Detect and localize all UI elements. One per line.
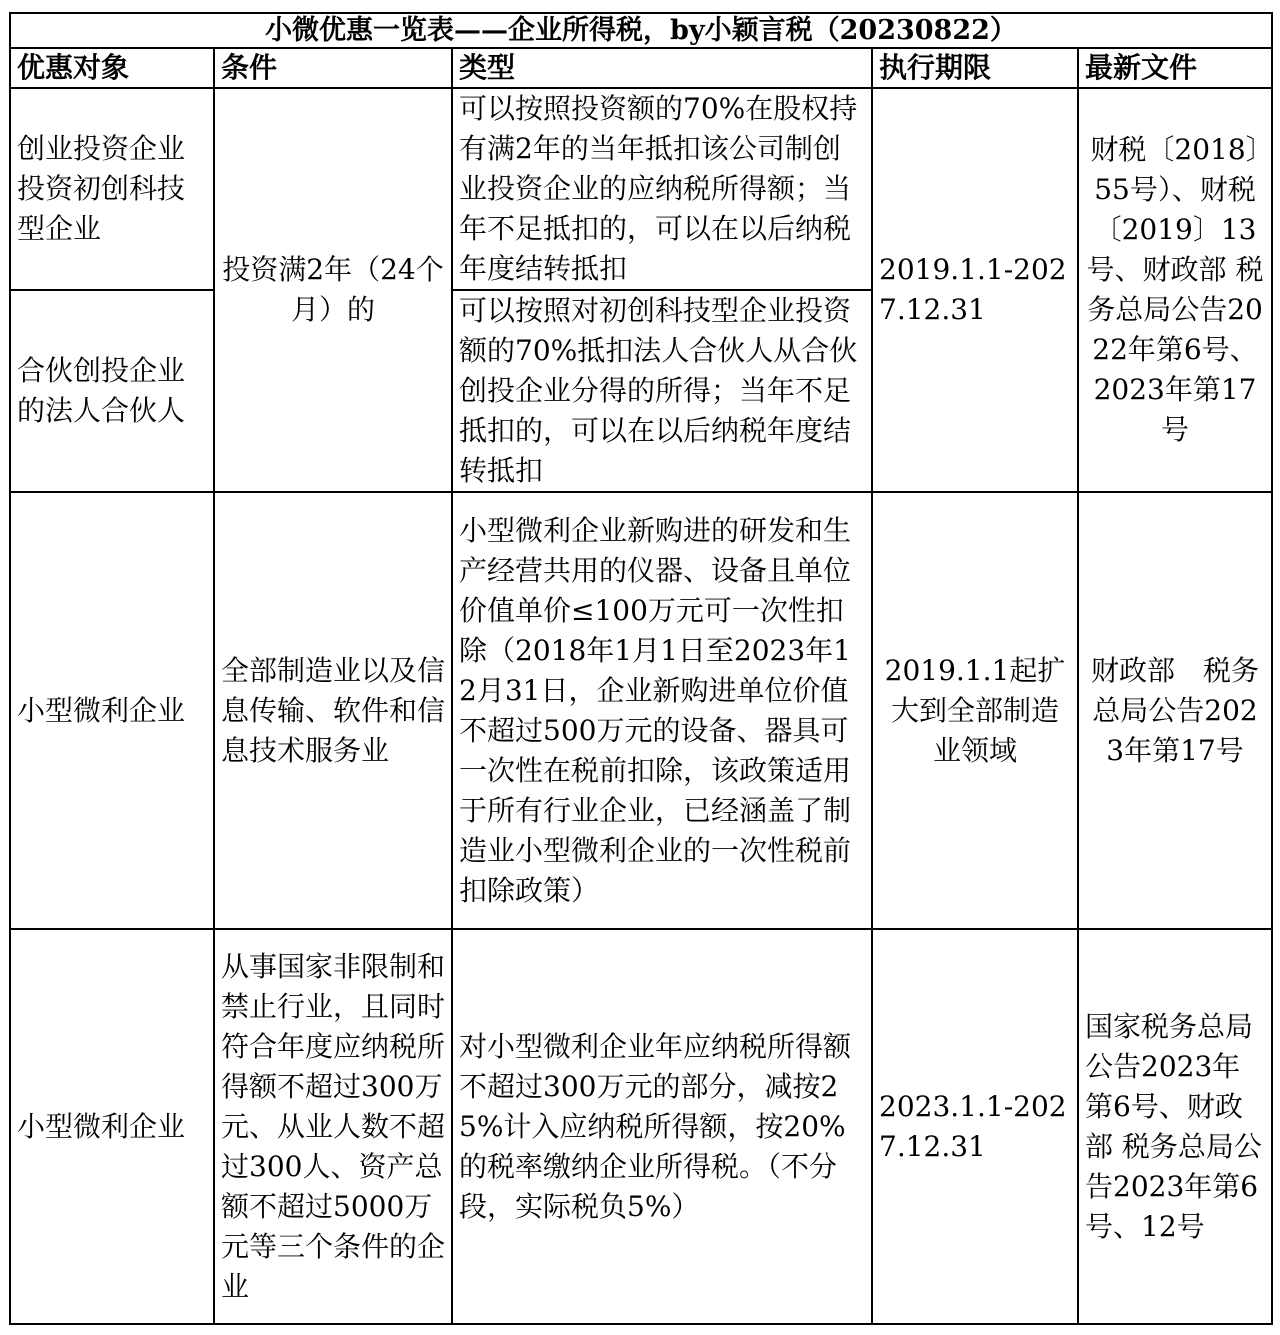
cell-type: 小型微利企业新购进的研发和生产经营共用的仪器、设备且单位价值单价≤100万元可一次性扣除（2018年1月1日至2023年12月31日，企业新购进单位价值不超过500万元的设备、器具可一次性在税前扣除，该政策适用于所有行业企业，已经涵盖了制造业小型微利企业的一次性税前扣除政策）: [452, 492, 872, 929]
cell-target: 小型微利企业: [10, 929, 214, 1324]
title-row: [10, 13, 1272, 48]
cell-condition: 从事国家非限制和禁止行业，且同时符合年度应纳税所得额不超过300万元、从业人数不超过300人、资产总额不超过5000万元等三个条件的企业: [214, 929, 452, 1324]
cell-document: 财政部 税务总局公告2023年第17号: [1078, 492, 1272, 929]
header-period: 执行期限: [872, 48, 1078, 88]
cell-target: 创业投资企业投资初创科技型企业: [10, 88, 214, 290]
header-condition: 条件: [214, 48, 452, 88]
tax-benefit-table: [9, 12, 1273, 1325]
cell-target: 小型微利企业: [10, 492, 214, 929]
cell-condition: 全部制造业以及信息传输、软件和信息技术服务业: [214, 492, 452, 929]
cell-type: 可以按照投资额的70%在股权持有满2年的当年抵扣该公司制创业投资企业的应纳税所得额；当年不足抵扣的，可以在以后纳税年度结转抵扣: [452, 88, 872, 290]
header-type: 类型: [452, 48, 872, 88]
header-row: [10, 48, 1272, 88]
cell-condition: 投资满2年（24个月）的: [214, 88, 452, 492]
table-row: [10, 88, 1272, 290]
cell-period: 2019.1.1起扩大到全部制造业领域: [872, 492, 1078, 929]
cell-target: 合伙创投企业的法人合伙人: [10, 290, 214, 492]
sheet-title: 小微优惠一览表——企业所得税，by小颖言税（20230822）: [10, 13, 1272, 48]
cell-document: 财税〔2018〕55号）、财税〔2019〕13号、财政部 税务总局公告2022年第6号、2023年第17号: [1078, 88, 1272, 492]
cell-type: 对小型微利企业年应纳税所得额不超过300万元的部分，减按25%计入应纳税所得额，按20%的税率缴纳企业所得税。（不分段，实际税负5%）: [452, 929, 872, 1324]
table-row: [10, 492, 1272, 929]
cell-period: 2019.1.1-2027.12.31: [872, 88, 1078, 492]
header-target: 优惠对象: [10, 48, 214, 88]
cell-document: 国家税务总局公告2023年第6号、财政部 税务总局公告2023年第6号、12号: [1078, 929, 1272, 1324]
header-document: 最新文件: [1078, 48, 1272, 88]
table-row: [10, 929, 1272, 1324]
cell-type: 可以按照对初创科技型企业投资额的70%抵扣法人合伙人从合伙创投企业分得的所得；当年不足抵扣的，可以在以后纳税年度结转抵扣: [452, 290, 872, 492]
cell-period: 2023.1.1-2027.12.31: [872, 929, 1078, 1324]
